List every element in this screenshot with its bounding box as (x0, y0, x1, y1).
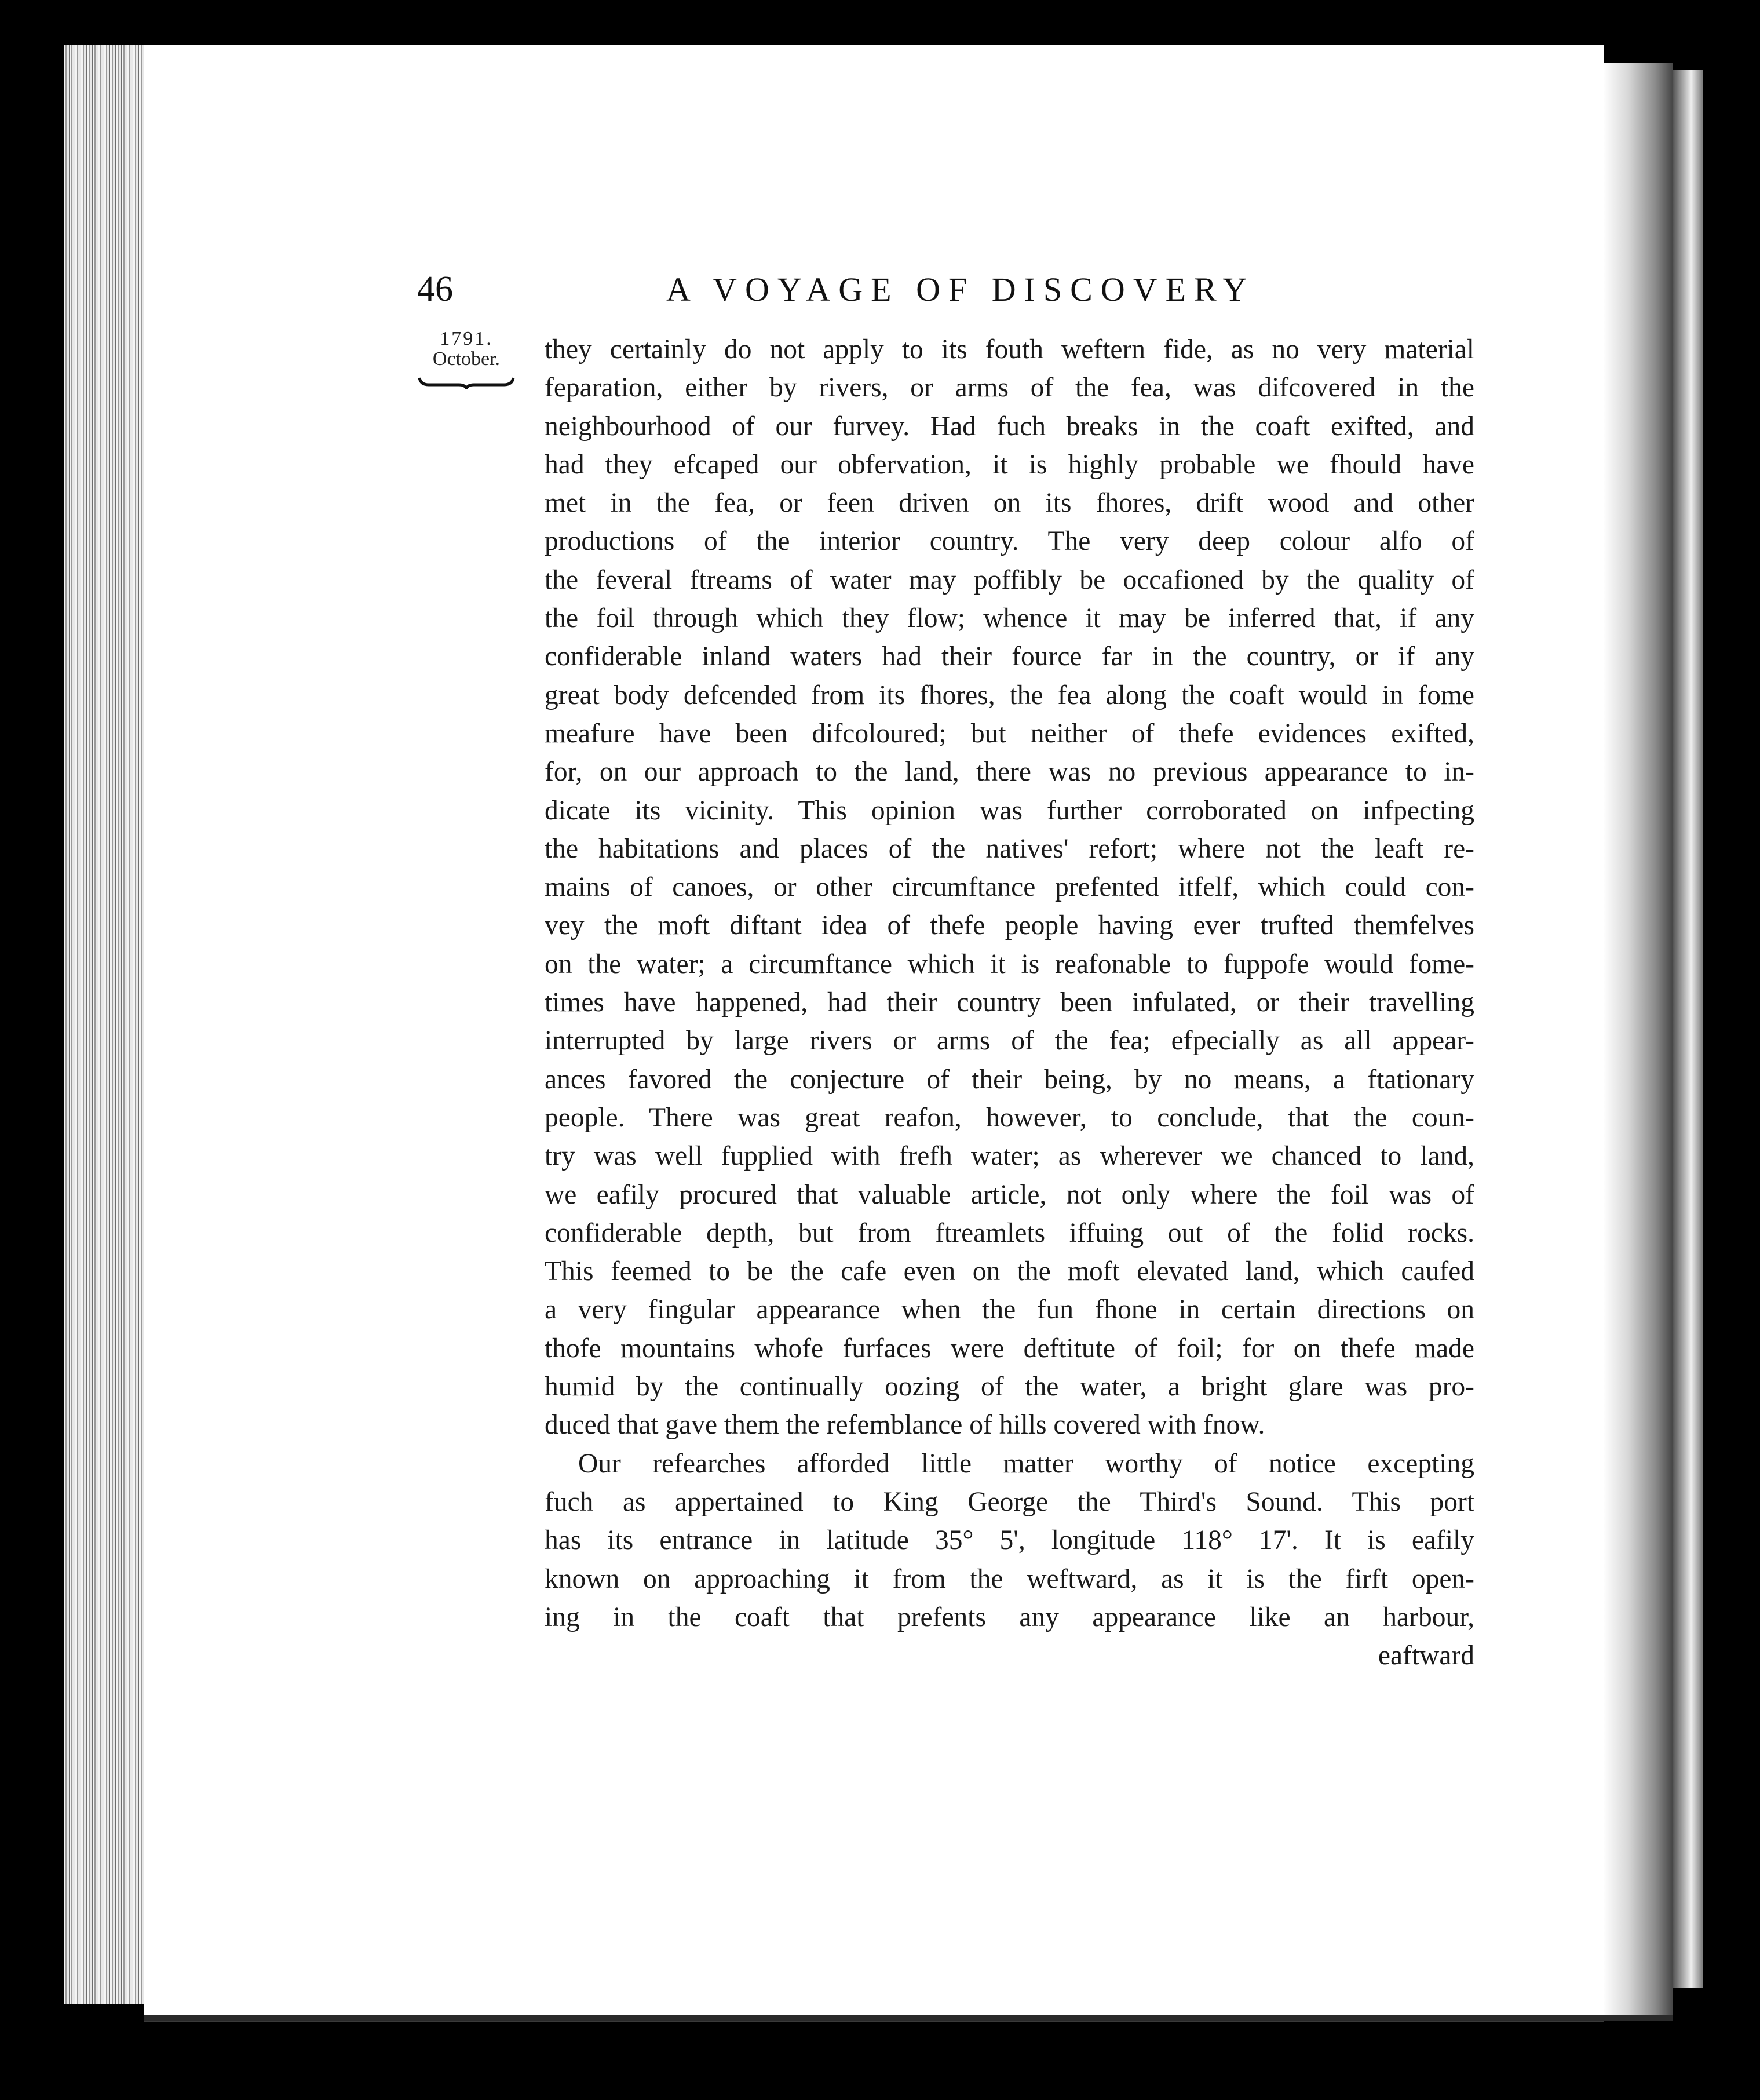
running-title: A VOYAGE OF DISCOVERY (666, 271, 1255, 308)
text-line: ances favored the conjecture of their being, by no means, a ftationary (545, 1064, 1474, 1095)
brace-icon (417, 374, 516, 389)
text-line: on the water; a circumftance which it is reafonable to fuppofe would fome- (545, 949, 1474, 979)
text-line: meafure have been difcoloured; but neither of thefe evidences exifted, (545, 718, 1474, 749)
text-line: vey the moft diftant idea of thefe people having ever trufted themfelves (545, 910, 1474, 941)
text-line: This feemed to be the cafe even on the moft elevated land, which caufed (545, 1256, 1474, 1287)
left-page-edge (64, 45, 145, 2004)
text-line: humid by the continually oozing of the water, a bright glare was pro- (545, 1372, 1474, 1402)
catchword: eaftward (1378, 1640, 1474, 1671)
text-line: the habitations and places of the natives' refort; where not the leaft re- (545, 833, 1474, 864)
page-bottom-edge (144, 2015, 1673, 2021)
text-line: the foil through which they flow; whence it may be inferred that, if any (545, 603, 1474, 634)
text-line: we eafily procured that valuable article, not only where the foil was of (545, 1179, 1474, 1210)
text-line: met in the fea, or feen driven on its fhores, drift wood and other (545, 488, 1474, 519)
text-line: neighbourhood of our furvey. Had fuch breaks in the coaft exifted, and (545, 411, 1474, 442)
text-line: ing in the coaft that prefents any appearance like an harbour, (545, 1602, 1474, 1632)
text-line: dicate its vicinity. This opinion was further corroborated on infpecting (545, 795, 1474, 826)
text-line: they certainly do not apply to its fouth weftern fide, as no very material (545, 334, 1474, 364)
text-line: known on approaching it from the weftward, as it is the firft open- (545, 1563, 1474, 1594)
page-number: 46 (417, 269, 453, 309)
text-line: people. There was great reafon, however, to conclude, that the coun- (545, 1102, 1474, 1133)
text-line: a very fingular appearance when the fun fhone in certain directions on (545, 1295, 1474, 1325)
text-line: interrupted by large rivers or arms of the fea; efpecially as all appear- (545, 1026, 1474, 1056)
margin-year: 1791. (440, 328, 493, 349)
margin-date-note (417, 329, 516, 389)
text-line: times have happened, had their country been infulated, or their travelling (545, 987, 1474, 1018)
text-line: try was well fupplied with frefh water; as wherever we chanced to land, (545, 1141, 1474, 1172)
text-line: has its entrance in latitude 35° 5', longitude 118° 17'. It is eafily (545, 1525, 1474, 1556)
right-gutter-shadow (1604, 63, 1673, 2015)
text-line: fuch as appertained to King George the Third's Sound. This port (545, 1486, 1474, 1517)
body-text (545, 330, 1474, 1675)
text-line: feparation, either by rivers, or arms of the fea, was difcovered in the (545, 373, 1474, 403)
text-line: productions of the interior country. The very deep colour alfo of (545, 526, 1474, 557)
margin-month: October. (432, 348, 501, 370)
text-line: great body defcended from its fhores, the fea along the coaft would in fome (545, 680, 1474, 710)
text-line: mains of canoes, or other circumftance prefented itfelf, which could con- (545, 872, 1474, 903)
text-line: for, on our approach to the land, there was no previous appearance to in- (545, 757, 1474, 788)
right-page-edge (1673, 70, 1703, 1988)
text-line: had they efcaped our obfervation, it is highly probable we fhould have (545, 449, 1474, 480)
text-line: the feveral ftreams of water may poffibly be occafioned by the quality of (545, 564, 1474, 595)
text-line: duced that gave them the refemblance of hills covered with fnow. (545, 1410, 1265, 1441)
text-line: Our refearches afforded little matter worthy of notice excepting (578, 1448, 1474, 1479)
text-line: confiderable depth, but from ftreamlets iffuing out of the folid rocks. (545, 1217, 1474, 1248)
text-line: thofe mountains whofe furfaces were deftitute of foil; for on thefe made (545, 1333, 1474, 1363)
text-line: confiderable inland waters had their fource far in the country, or if any (545, 641, 1474, 672)
